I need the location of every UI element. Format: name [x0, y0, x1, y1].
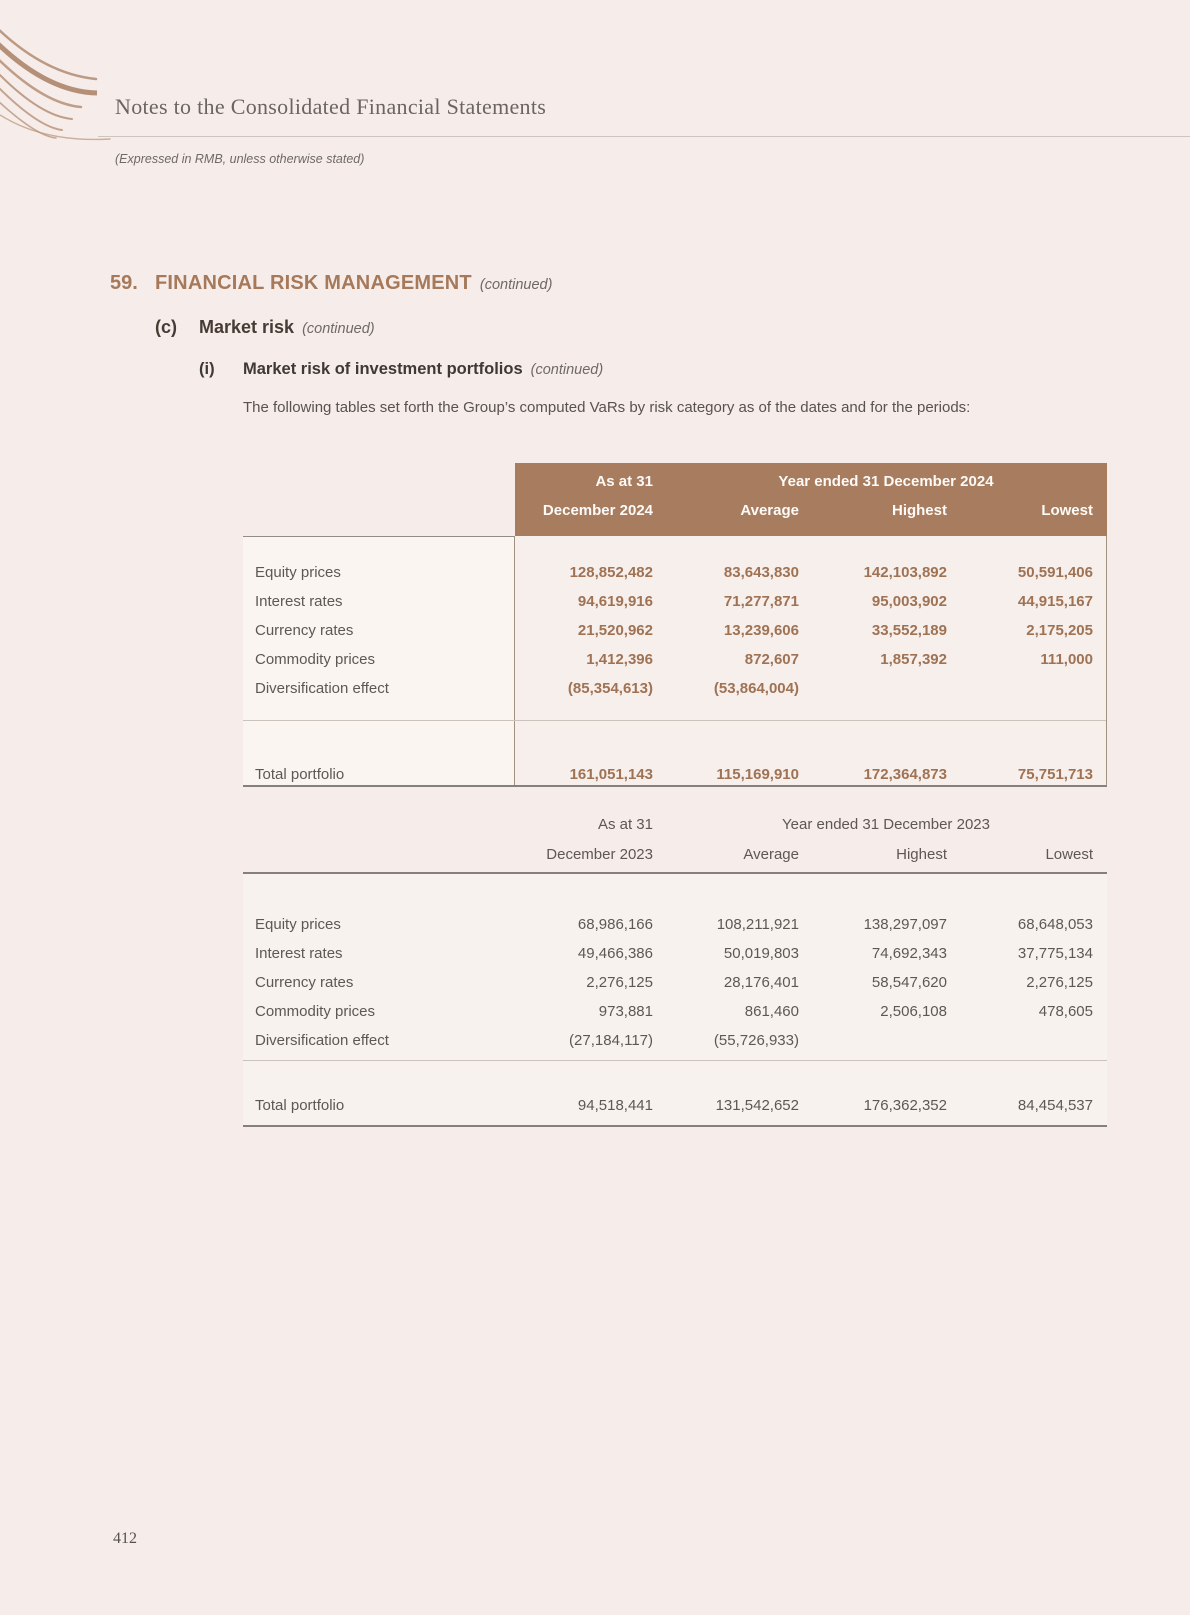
- col-header-asat-line1: As at 31: [597, 816, 653, 833]
- table-row: [243, 645, 1106, 674]
- cell-value: 68,986,166: [577, 916, 653, 933]
- subsubsection-label: (i): [199, 360, 215, 378]
- cell-value: [959, 674, 1107, 703]
- page-number: 412: [113, 1530, 137, 1547]
- table-2023-header: [515, 810, 1107, 872]
- section-number: 59.: [110, 272, 138, 294]
- cell-value: 83,643,830: [723, 564, 799, 581]
- page-subtitle: (Expressed in RMB, unless otherwise stated): [115, 152, 365, 166]
- cell-value: 71,277,871: [723, 593, 799, 610]
- col-header-average: Average: [743, 846, 799, 863]
- cell-value: 128,852,482: [569, 564, 653, 581]
- cell-value: 50,019,803: [723, 945, 799, 962]
- total-label: Total portfolio: [255, 1097, 345, 1114]
- total-value: 75,751,713: [1017, 766, 1093, 783]
- cell-value: 973,881: [598, 1003, 653, 1020]
- cell-value: 68,648,053: [1017, 916, 1093, 933]
- col-header-average: Average: [740, 502, 799, 519]
- var-table-2024: [243, 463, 1107, 787]
- col-header-lowest: Lowest: [1041, 502, 1093, 519]
- col-header-asat-line2: December 2024: [542, 502, 653, 519]
- col-group-header-2024: Year ended 31 December 2024: [778, 473, 994, 490]
- cell-value: 142,103,892: [863, 564, 947, 581]
- cell-value: (55,726,933): [713, 1032, 799, 1049]
- total-value: 115,169,910: [716, 766, 799, 783]
- cell-value: 28,176,401: [723, 974, 799, 991]
- total-value: 176,362,352: [863, 1097, 947, 1114]
- header-divider: [98, 136, 1190, 137]
- cell-value: 49,466,386: [577, 945, 653, 962]
- total-value: 131,542,652: [715, 1097, 799, 1114]
- cell-value: 2,175,205: [1026, 622, 1093, 639]
- cell-value: 13,239,606: [723, 622, 799, 639]
- section-heading: [110, 272, 552, 295]
- total-label: Total portfolio: [255, 766, 345, 783]
- table-2024-header-band: [515, 463, 1107, 536]
- cell-value: [959, 1026, 1107, 1055]
- cell-value: 138,297,097: [863, 916, 947, 933]
- cell-value: 44,915,167: [1017, 593, 1093, 610]
- table-row: [243, 910, 1107, 939]
- total-value: 84,454,537: [1017, 1097, 1093, 1114]
- table-row: [243, 558, 1106, 587]
- col-header-lowest: Lowest: [1045, 846, 1093, 863]
- cell-value: 1,857,392: [880, 651, 947, 668]
- total-value: 161,051,143: [569, 766, 653, 783]
- page-title: Notes to the Consolidated Financial Statements: [115, 94, 547, 119]
- var-table-2023: [243, 810, 1107, 1127]
- cell-value: 1,412,396: [586, 651, 653, 668]
- row-label: Commodity prices: [255, 1003, 376, 1020]
- col-header-asat-line1: As at 31: [595, 473, 653, 490]
- cell-value: 2,276,125: [586, 974, 653, 991]
- intro-paragraph: The following tables set forth the Group’s computed VaRs by risk category as of the dates and for the periods:: [243, 399, 971, 416]
- col-header-highest: Highest: [896, 846, 947, 863]
- subsubsection-heading: [199, 360, 603, 379]
- cell-value: (53,864,004): [713, 680, 799, 697]
- cell-value: 50,591,406: [1017, 564, 1093, 581]
- row-label: Interest rates: [255, 945, 343, 962]
- cell-value: 21,520,962: [577, 622, 653, 639]
- cell-value: 2,276,125: [1026, 974, 1093, 991]
- cell-value: (27,184,117): [569, 1032, 653, 1049]
- subsubsection-title: Market risk of investment portfolios: [243, 360, 523, 378]
- cell-value: 111,000: [1040, 651, 1093, 668]
- cell-value: 872,607: [744, 651, 799, 668]
- cell-value: 33,552,189: [871, 622, 947, 639]
- table-2023-rows: [243, 910, 1107, 1055]
- col-header-asat-line2: December 2023: [546, 846, 653, 863]
- col-group-header-2023: Year ended 31 December 2023: [782, 816, 990, 833]
- table-row: [243, 968, 1107, 997]
- cell-value: 37,775,134: [1017, 945, 1093, 962]
- section-title: FINANCIAL RISK MANAGEMENT: [155, 272, 472, 294]
- row-label: Currency rates: [255, 622, 354, 639]
- row-label: Currency rates: [255, 974, 354, 991]
- subsection-title: Market risk: [199, 317, 295, 337]
- cell-value: 478,605: [1038, 1003, 1093, 1020]
- subsection-label: (c): [155, 317, 177, 337]
- cell-value: [811, 1026, 959, 1055]
- total-value: 172,364,873: [863, 766, 947, 783]
- subsection-heading: [155, 317, 375, 338]
- table-2023-body: [243, 872, 1107, 1127]
- table-row: [243, 939, 1107, 968]
- cell-value: 95,003,902: [871, 593, 947, 610]
- table-2024-body: [243, 536, 1107, 787]
- cell-value: (85,354,613): [567, 680, 653, 697]
- table-2024-total-divider: [243, 720, 1106, 721]
- subsubsection-continued-note: (continued): [530, 362, 604, 378]
- row-label: Interest rates: [255, 593, 343, 610]
- subsection-continued-note: (continued): [302, 321, 375, 337]
- table-row: [243, 587, 1106, 616]
- cell-value: 861,460: [744, 1003, 799, 1020]
- row-label: Diversification effect: [255, 1032, 389, 1049]
- row-label: Diversification effect: [255, 680, 389, 697]
- table-row: [243, 674, 1106, 703]
- cell-value: 94,619,916: [577, 593, 653, 610]
- row-label: Equity prices: [255, 564, 341, 581]
- table-2024-rows: [243, 558, 1106, 703]
- table-row: [243, 997, 1107, 1026]
- col-header-highest: Highest: [891, 502, 947, 519]
- cell-value: 74,692,343: [871, 945, 947, 962]
- cell-value: [811, 674, 959, 703]
- row-label: Equity prices: [255, 916, 341, 933]
- table-2024-total-row: [243, 760, 1106, 789]
- cell-value: 58,547,620: [871, 974, 947, 991]
- table-row: [243, 1026, 1107, 1055]
- cell-value: 2,506,108: [880, 1003, 947, 1020]
- row-label: Commodity prices: [255, 651, 376, 668]
- table-row: [243, 616, 1106, 645]
- table-2023-total-row: [243, 1091, 1107, 1120]
- cell-value: 108,211,921: [716, 916, 799, 933]
- table-2023-total-divider: [243, 1060, 1107, 1061]
- section-continued-note: (continued): [479, 277, 553, 293]
- total-value: 94,518,441: [577, 1097, 653, 1114]
